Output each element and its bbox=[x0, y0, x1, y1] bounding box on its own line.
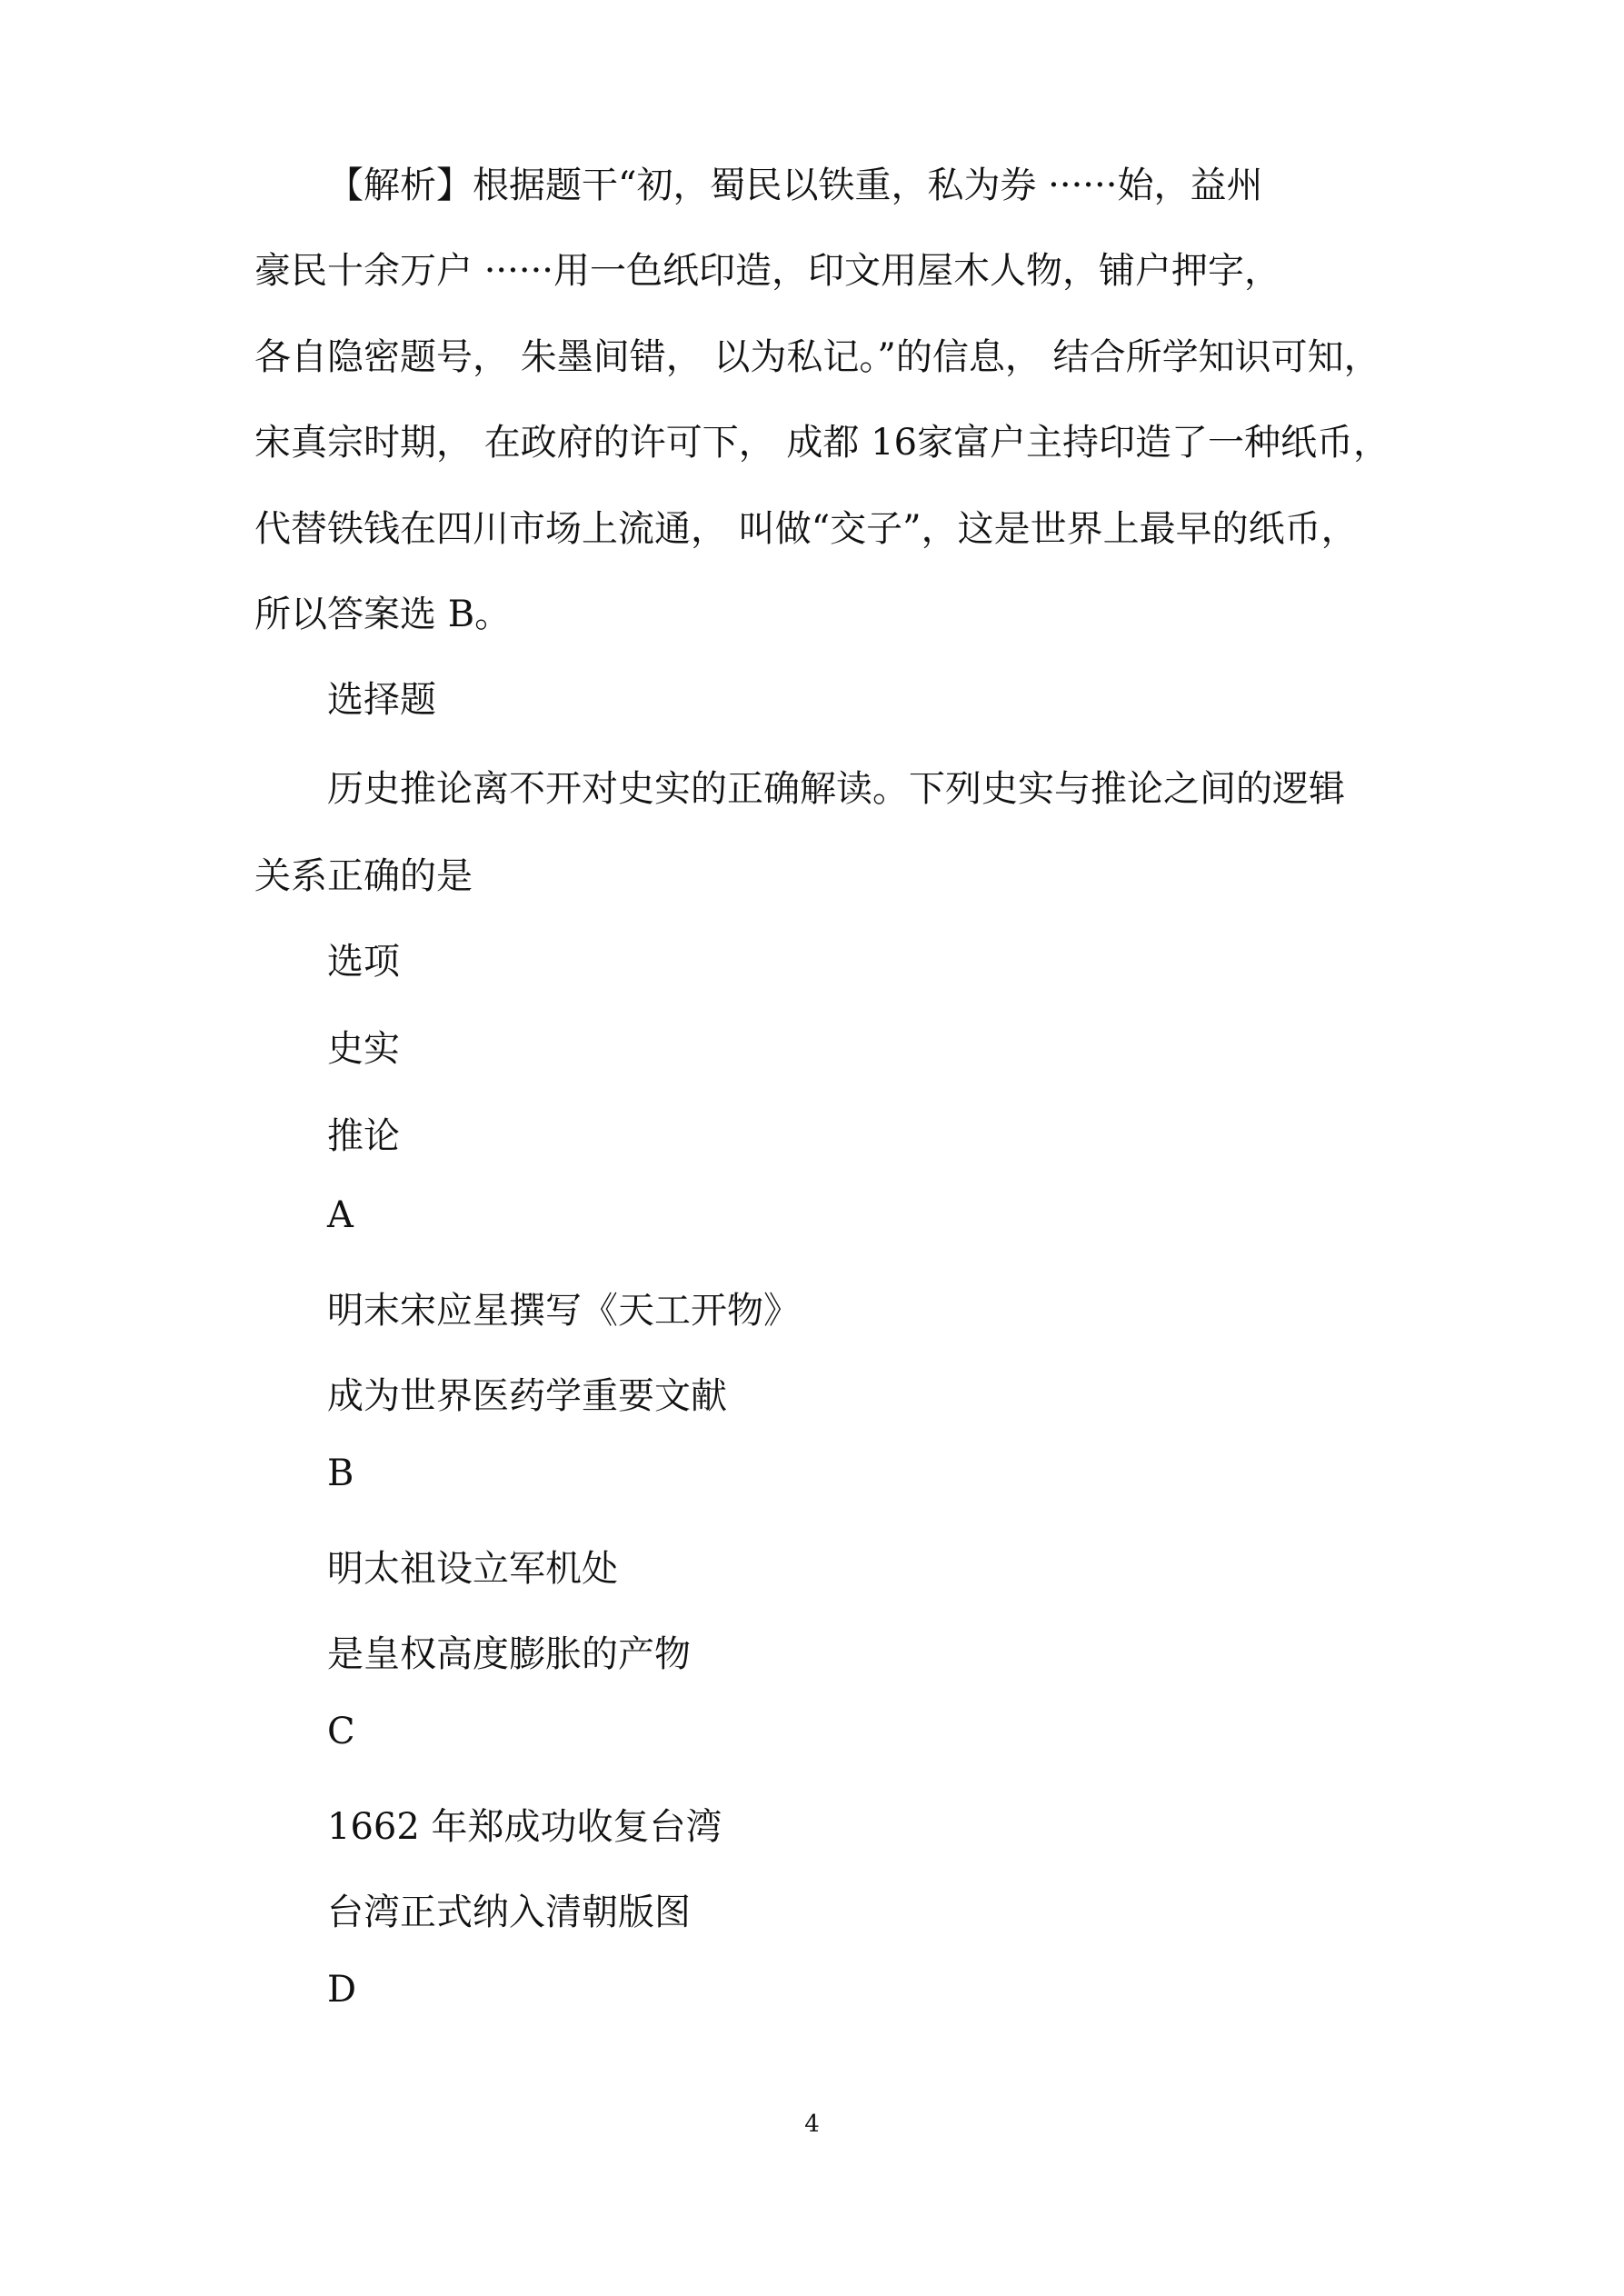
question-stem-line-1: 历史推论离不开对史实的正确解读。下列史实与推论之间的逻辑 bbox=[327, 768, 1345, 810]
option-a-label: A bbox=[327, 1194, 354, 1236]
analysis-line-5: 代替铁钱在四川市场上流通， 叫做“交子”，这是世界上最早的纸币， bbox=[254, 508, 1358, 550]
option-c-inference: 台湾正式纳入清朝版图 bbox=[327, 1892, 691, 1933]
header-inference: 推论 bbox=[327, 1115, 400, 1157]
analysis-line-2: 豪民十余万户 ······用一色纸印造，印文用屋木人物，铺户押字， bbox=[254, 250, 1281, 292]
header-fact: 史实 bbox=[327, 1028, 400, 1070]
question-type: 选择题 bbox=[327, 679, 436, 721]
analysis-line-4: 宋真宗时期， 在政府的许可下， 成都 16家富户主持印造了一种纸币， bbox=[254, 422, 1390, 464]
analysis-line-3: 各自隐密题号， 朱墨间错， 以为私记。”的信息， 结合所学知识可知， bbox=[254, 336, 1380, 378]
header-option: 选项 bbox=[327, 941, 400, 983]
analysis-line-1: 【解析】根据题干“初，蜀民以铁重，私为券 ······始，益州 bbox=[327, 165, 1263, 206]
option-c-label: C bbox=[327, 1711, 355, 1752]
question-stem-line-2: 关系正确的是 bbox=[254, 855, 473, 897]
option-b-label: B bbox=[327, 1452, 354, 1494]
option-b-fact: 明太祖设立军机处 bbox=[327, 1548, 618, 1590]
option-c-fact: 1662 年郑成功收复台湾 bbox=[327, 1806, 722, 1848]
analysis-line-6: 所以答案选 B。 bbox=[254, 594, 512, 635]
option-b-inference: 是皇权高度膨胀的产物 bbox=[327, 1633, 691, 1675]
option-a-fact: 明末宋应星撰写《天工开物》 bbox=[327, 1290, 800, 1332]
option-a-inference: 成为世界医药学重要文献 bbox=[327, 1375, 727, 1417]
page-number: 4 bbox=[804, 2111, 820, 2138]
option-d-label: D bbox=[327, 1969, 357, 2011]
